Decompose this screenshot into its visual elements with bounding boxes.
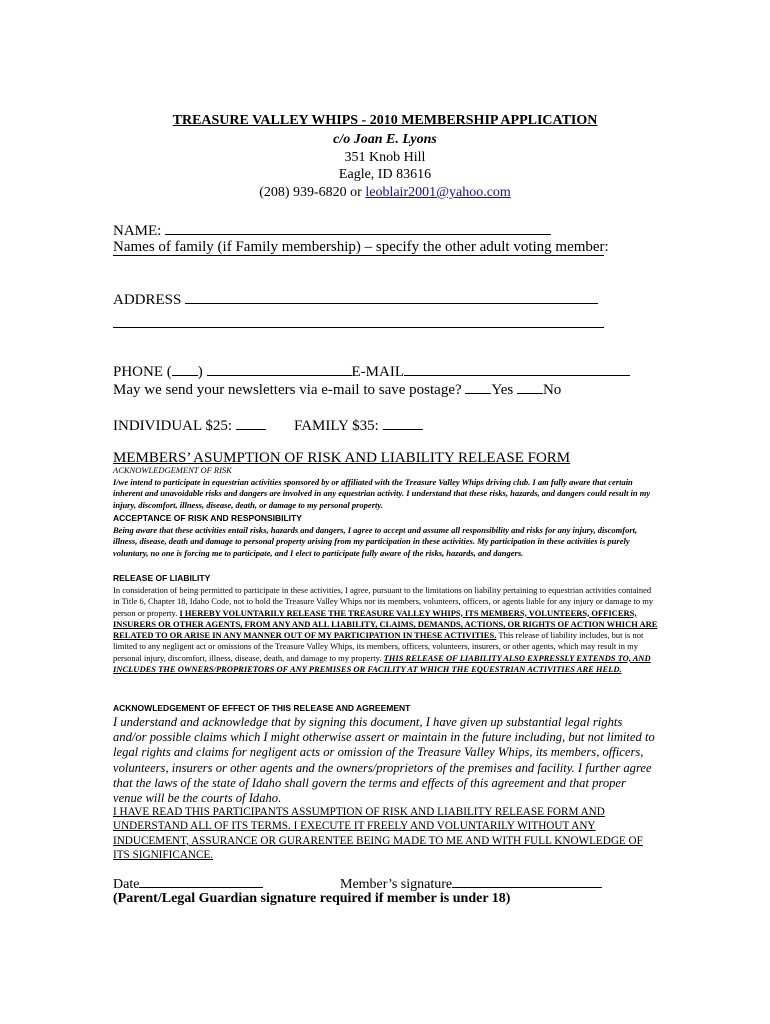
address-label: ADDRESS [113, 292, 182, 308]
email-label: E-MAIL [351, 364, 404, 380]
yes-label: Yes [491, 382, 514, 398]
phone-paren-close: ) [197, 364, 203, 380]
family-fee-label: FAMILY $35: [294, 418, 379, 434]
newsletter-yes-line[interactable] [465, 380, 491, 394]
newsletter-no-line[interactable] [517, 380, 543, 394]
newsletter-field [113, 380, 561, 399]
ack-risk-heading: ACKNOWLEDGEMENT OF RISK [113, 465, 232, 475]
member-signature-label: Member’s signature [340, 877, 453, 892]
ack-effect-heading: ACKNOWLEDGEMENT OF EFFECT OF THIS RELEASE AND AGREEMENT [113, 703, 411, 713]
final-statement: I HAVE READ THIS PARTICIPANTS ASSUMPTION OF RISK AND LIABILITY RELEASE FORM AND UNDERSTAND ALL OF ITS TERMS. I EXECUTE IT FREELY AND VOLUNTARILY WITHOUT ANY INDUCEMENT, ASSURANCE OR GURARENTEE BEING MADE TO ME AND WITH FULL KNOWLEDGE OF ITS SIGNIFICANCE. [113, 806, 643, 862]
release-text [113, 585, 658, 675]
family-fee-input-line[interactable] [383, 416, 423, 430]
address-input-line-1[interactable] [185, 290, 598, 304]
email-link[interactable]: leoblair2001@yahoo.com [365, 185, 511, 200]
individual-fee-field [113, 416, 266, 435]
acceptance-text: Being aware that these activities entail risks, hazards and dangers, I agree to accept and assume all responsibility and risks for any injury, discomfort, illness, disease, death and damage to personal property arising from my participation in these activities. My participation in these activities is purely voluntary, no one is forcing me to participate, and I elect to participate fully aware of the risks, hazards, and dangers. [113, 525, 638, 558]
contact-name: c/o Joan E. Lyons [333, 132, 437, 147]
release-text-bold: I HEREBY VOLUNTARILY RELEASE THE TREASURE VALLEY WHIPS, ITS MEMBERS, VOLUNTEERS, OFFICERS, INSURERS OR OTHER AGENTS, FROM ANY AND ALL LIABILITY, CLAIMS, DEMANDS, ACTIONS, OR RIGHTS OF ACTION WHICH ARE RELATED TO OR ARISE IN ANY MANNER OUT OF MY PARTICIPATION IN THESE ACTIVITIES. [113, 607, 658, 641]
phone-email-field [113, 362, 630, 381]
family-members-label: Names of family (if Family membership) – specify the other adult voting member: [113, 239, 609, 255]
page-title: TREASURE VALLEY WHIPS - 2010 MEMBERSHIP APPLICATION [172, 113, 598, 128]
family-members-input-line[interactable] [113, 255, 604, 256]
guardian-note: (Parent/Legal Guardian signature required if member is under 18) [113, 891, 511, 906]
phone-input-line[interactable] [207, 362, 352, 376]
city-address: Eagle, ID 83616 [338, 167, 432, 182]
address-field [113, 290, 598, 309]
ack-risk-text: I/we intend to participate in equestrian activities sponsored by or affiliated with the Treasure Valley Whips driving club. I am fully aware that certain inherent and unavoidable risks and dangers are involved in any equestrian activity. I understand that these risks, hazards, and dangers could result in my injury, discomfort, illness, disease, death, or damage to my personal property. [113, 477, 651, 510]
ack-effect-text: I understand and acknowledge that by signing this document, I have given up substantial legal rights and/or possible claims which I might otherwise assert or maintain in the future including, but not limited to legal rights and claims for negligent acts or omission of the Treasure Valley Whips, its members, officers, volunteers, insurers or other agents and the owners/proprietors of the premises and facility. I further agree that the laws of the state of Idaho shall govern the terms and effects of this agreement and that proper venue will be the courts of Idaho. [113, 715, 655, 806]
release-heading: RELEASE OF LIABILITY [113, 573, 211, 583]
address-input-line-2[interactable] [113, 327, 604, 328]
release-text-emphasis: THIS RELEASE OF LIABILITY ALSO EXPRESSLY EXTENDS TO, AND INCLUDES THE OWNERS/PROPRIETORS OF ANY PREMISES OR FACILITY AT WHICH THE EQUESTRIAN ACTIVITIES ARE HELD. [113, 652, 651, 675]
area-code-input-line[interactable] [172, 362, 198, 376]
phone-email-line [0, 184, 770, 201]
email-input-line[interactable] [404, 362, 630, 376]
newsletter-question: May we send your newsletters via e-mail to save postage? [113, 382, 462, 398]
name-label: NAME: [113, 223, 162, 239]
individual-fee-input-line[interactable] [236, 416, 266, 430]
release-text-intro: In consideration of being permitted to participate in these activities, I agree, pursuant to the limitations on liability pertaining to equestrian activities contained in Title 6, Chapter 18, Idaho Code, not to hold the Treasure Valley Whips nor its members, volunteers, officers, or agents liable for any injury or damage to my person or property. [113, 585, 654, 618]
date-label: Date [113, 877, 140, 892]
release-text-continued: This release of liability includes, but is not limited to any negligent act or omissions of the Treasure Valley Whips, its members, officers, volunteers, insurers, or other agents, which may result in my personal injury, discomfort, illness, disease, death, and damage to my property. [113, 630, 644, 663]
no-label: No [542, 382, 562, 398]
acceptance-heading: ACCEPTANCE OF RISK AND RESPONSIBILITY [113, 513, 302, 523]
phone-number: (208) 939-6820 or [259, 185, 362, 200]
release-form-heading: MEMBERS’ ASUMPTION OF RISK AND LIABILITY RELEASE FORM [113, 450, 571, 466]
member-signature-input-line[interactable] [452, 874, 602, 888]
phone-label: PHONE ( [113, 364, 172, 380]
individual-fee-label: INDIVIDUAL $25: [113, 418, 233, 434]
date-input-line[interactable] [139, 874, 263, 888]
street-address: 351 Knob Hill [344, 150, 426, 165]
family-fee-field [294, 416, 423, 435]
name-input-line[interactable] [165, 221, 551, 235]
